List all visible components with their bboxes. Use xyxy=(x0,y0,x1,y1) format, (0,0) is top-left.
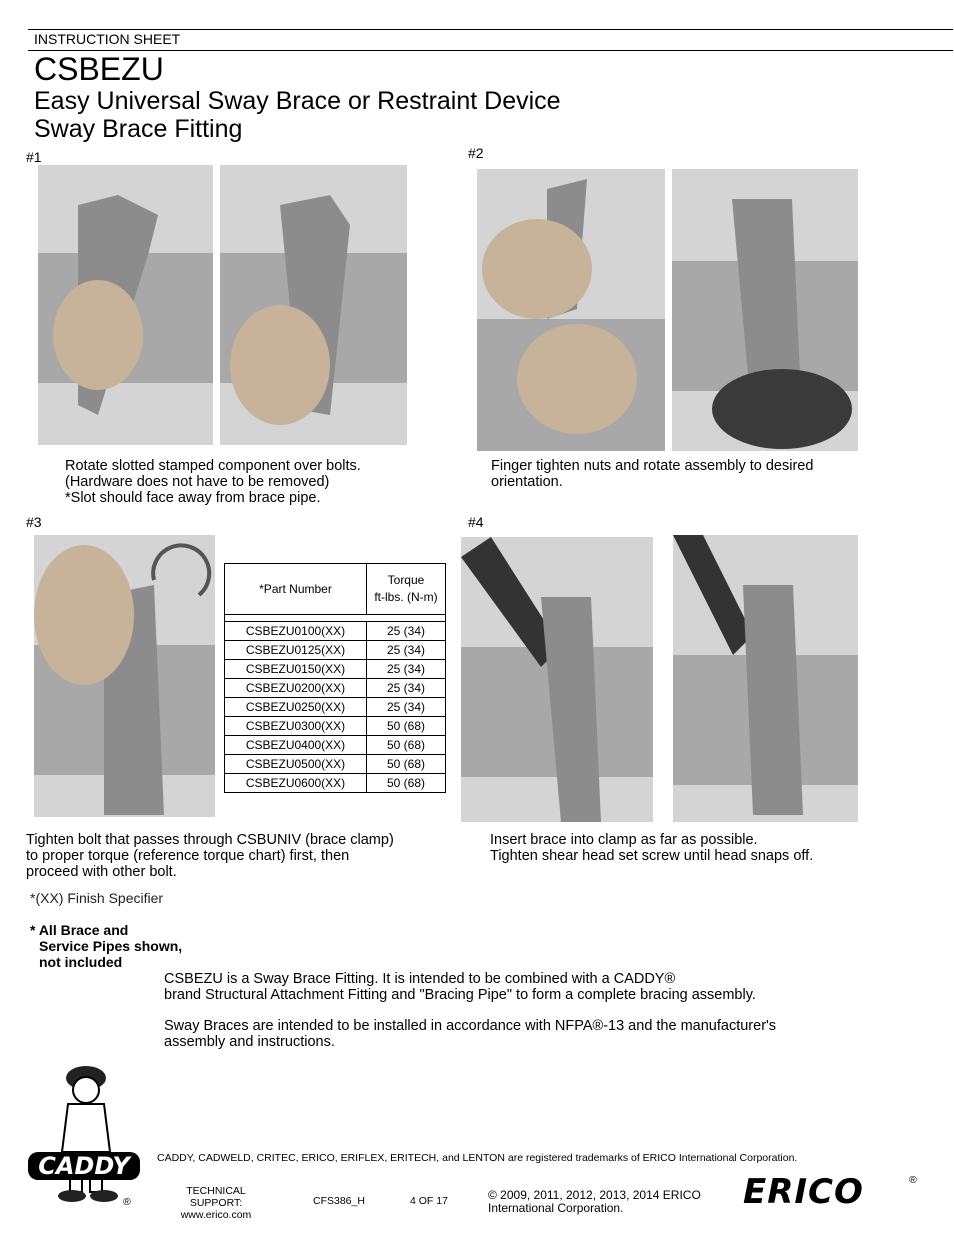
step-4-caption xyxy=(490,832,813,864)
page-subtitle-1: Easy Universal Sway Brace or Restraint Device xyxy=(34,87,561,115)
part-number-cell: CSBEZU0250(XX) xyxy=(225,698,367,717)
copyright-line: © 2009, 2011, 2012, 2013, 2014 ERICO xyxy=(488,1188,701,1202)
caddy-registered-mark: ® xyxy=(123,1196,131,1208)
page-number: 4 OF 17 xyxy=(410,1195,448,1207)
part-number-cell: CSBEZU0100(XX) xyxy=(225,622,367,641)
trademarks-text: CADDY, CADWELD, CRITEC, ERICO, ERIFLEX, ERITECH, and LENTON are registered trademarks of ERICO International Corporation. xyxy=(157,1152,798,1164)
page-subtitle-2: Sway Brace Fitting xyxy=(34,115,243,143)
step-4-label: #4 xyxy=(468,514,484,530)
column-header-torque xyxy=(367,564,446,615)
table-row xyxy=(225,755,446,774)
torque-cell: 25 (34) xyxy=(367,641,446,660)
step-1-caption-line: *Slot should face away from brace pipe. xyxy=(65,490,321,506)
table-header-row xyxy=(225,564,446,615)
support-link[interactable]: www.erico.com xyxy=(180,1209,252,1221)
photo-step-3 xyxy=(34,535,215,817)
description-paragraph-1 xyxy=(164,971,756,1003)
table-row xyxy=(225,736,446,755)
step-3-caption xyxy=(26,832,394,880)
pipes-note xyxy=(30,922,182,970)
table-row xyxy=(225,698,446,717)
table-row xyxy=(225,641,446,660)
step-3-caption-line: proceed with other bolt. xyxy=(26,864,177,880)
document-code: CFS386_H xyxy=(313,1195,365,1207)
caddy-mascot-icon xyxy=(26,1060,144,1210)
pipes-note-line: * All Brace and xyxy=(30,922,129,938)
finish-specifier-note: *(XX) Finish Specifier xyxy=(30,890,164,906)
photo-step-1a xyxy=(38,165,213,445)
torque-cell: 25 (34) xyxy=(367,698,446,717)
photo-step-4b xyxy=(673,535,858,822)
torque-header-line: ft-lbs. (N-m) xyxy=(374,590,438,604)
step-1-caption xyxy=(65,458,361,506)
photo-step-2b xyxy=(672,169,858,451)
technical-support xyxy=(168,1185,264,1221)
erico-registered-mark: ® xyxy=(909,1174,917,1186)
copyright-line: International Corporation. xyxy=(488,1201,624,1215)
step-1-caption-line: Rotate slotted stamped component over bolts. xyxy=(65,458,361,474)
step-3-label: #3 xyxy=(26,514,42,530)
step-2-label: #2 xyxy=(468,145,484,161)
torque-cell: 50 (68) xyxy=(367,736,446,755)
table-row xyxy=(225,774,446,793)
torque-cell: 50 (68) xyxy=(367,755,446,774)
description-line: brand Structural Attachment Fitting and "Bracing Pipe" to form a complete bracing assembly. xyxy=(164,987,756,1003)
description-paragraph-2 xyxy=(164,1018,776,1050)
table-row xyxy=(225,679,446,698)
torque-header-line: Torque xyxy=(387,573,425,587)
part-number-cell: CSBEZU0500(XX) xyxy=(225,755,367,774)
table-row xyxy=(225,660,446,679)
sheet-label: INSTRUCTION SHEET xyxy=(34,31,181,47)
description-line: Sway Braces are intended to be installed in accordance with NFPA®-13 and the manufacturer's xyxy=(164,1018,777,1034)
step-3-caption-line: Tighten bolt that passes through CSBUNIV (brace clamp) xyxy=(26,832,394,848)
torque-table xyxy=(224,563,446,793)
pipes-note-line: Service Pipes shown, xyxy=(39,938,183,954)
support-label: TECHNICAL SUPPORT: xyxy=(186,1185,246,1209)
step-3-caption-line: to proper torque (reference torque chart) first, then xyxy=(26,848,350,864)
photo-step-2a xyxy=(477,169,665,451)
step-2-caption-line: Finger tighten nuts and rotate assembly to desired xyxy=(491,458,814,474)
column-header-part: *Part Number xyxy=(225,564,367,615)
caddy-logo-text: CADDY xyxy=(38,1152,130,1180)
photo-step-1b xyxy=(220,165,407,445)
table-row xyxy=(225,622,446,641)
top-rule xyxy=(28,29,953,30)
table-row xyxy=(225,717,446,736)
step-1-label: #1 xyxy=(26,149,42,165)
part-number-cell: CSBEZU0125(XX) xyxy=(225,641,367,660)
part-number-cell: CSBEZU0300(XX) xyxy=(225,717,367,736)
torque-cell: 25 (34) xyxy=(367,622,446,641)
step-4-caption-line: Insert brace into clamp as far as possible. xyxy=(490,832,758,848)
copyright xyxy=(488,1189,701,1215)
description-line: CSBEZU is a Sway Brace Fitting. It is intended to be combined with a CADDY® xyxy=(164,971,676,987)
pipes-note-line: not included xyxy=(39,954,123,970)
step-2-caption-line: orientation. xyxy=(491,474,563,490)
part-number-cell: CSBEZU0600(XX) xyxy=(225,774,367,793)
step-4-caption-line: Tighten shear head set screw until head snaps off. xyxy=(490,848,814,864)
torque-cell: 25 (34) xyxy=(367,660,446,679)
torque-cell: 25 (34) xyxy=(367,679,446,698)
part-number-cell: CSBEZU0200(XX) xyxy=(225,679,367,698)
description-line: assembly and instructions. xyxy=(164,1034,335,1050)
photo-step-4a xyxy=(461,537,653,822)
step-1-caption-line: (Hardware does not have to be removed) xyxy=(65,474,330,490)
part-number-cell: CSBEZU0150(XX) xyxy=(225,660,367,679)
page-title: CSBEZU xyxy=(34,51,164,87)
erico-logo: ERICO xyxy=(743,1172,864,1212)
torque-cell: 50 (68) xyxy=(367,717,446,736)
step-2-caption xyxy=(491,458,813,490)
caddy-logo xyxy=(26,1060,144,1210)
torque-cell: 50 (68) xyxy=(367,774,446,793)
table-spacer xyxy=(225,615,446,622)
part-number-cell: CSBEZU0400(XX) xyxy=(225,736,367,755)
header-rule xyxy=(28,50,953,51)
